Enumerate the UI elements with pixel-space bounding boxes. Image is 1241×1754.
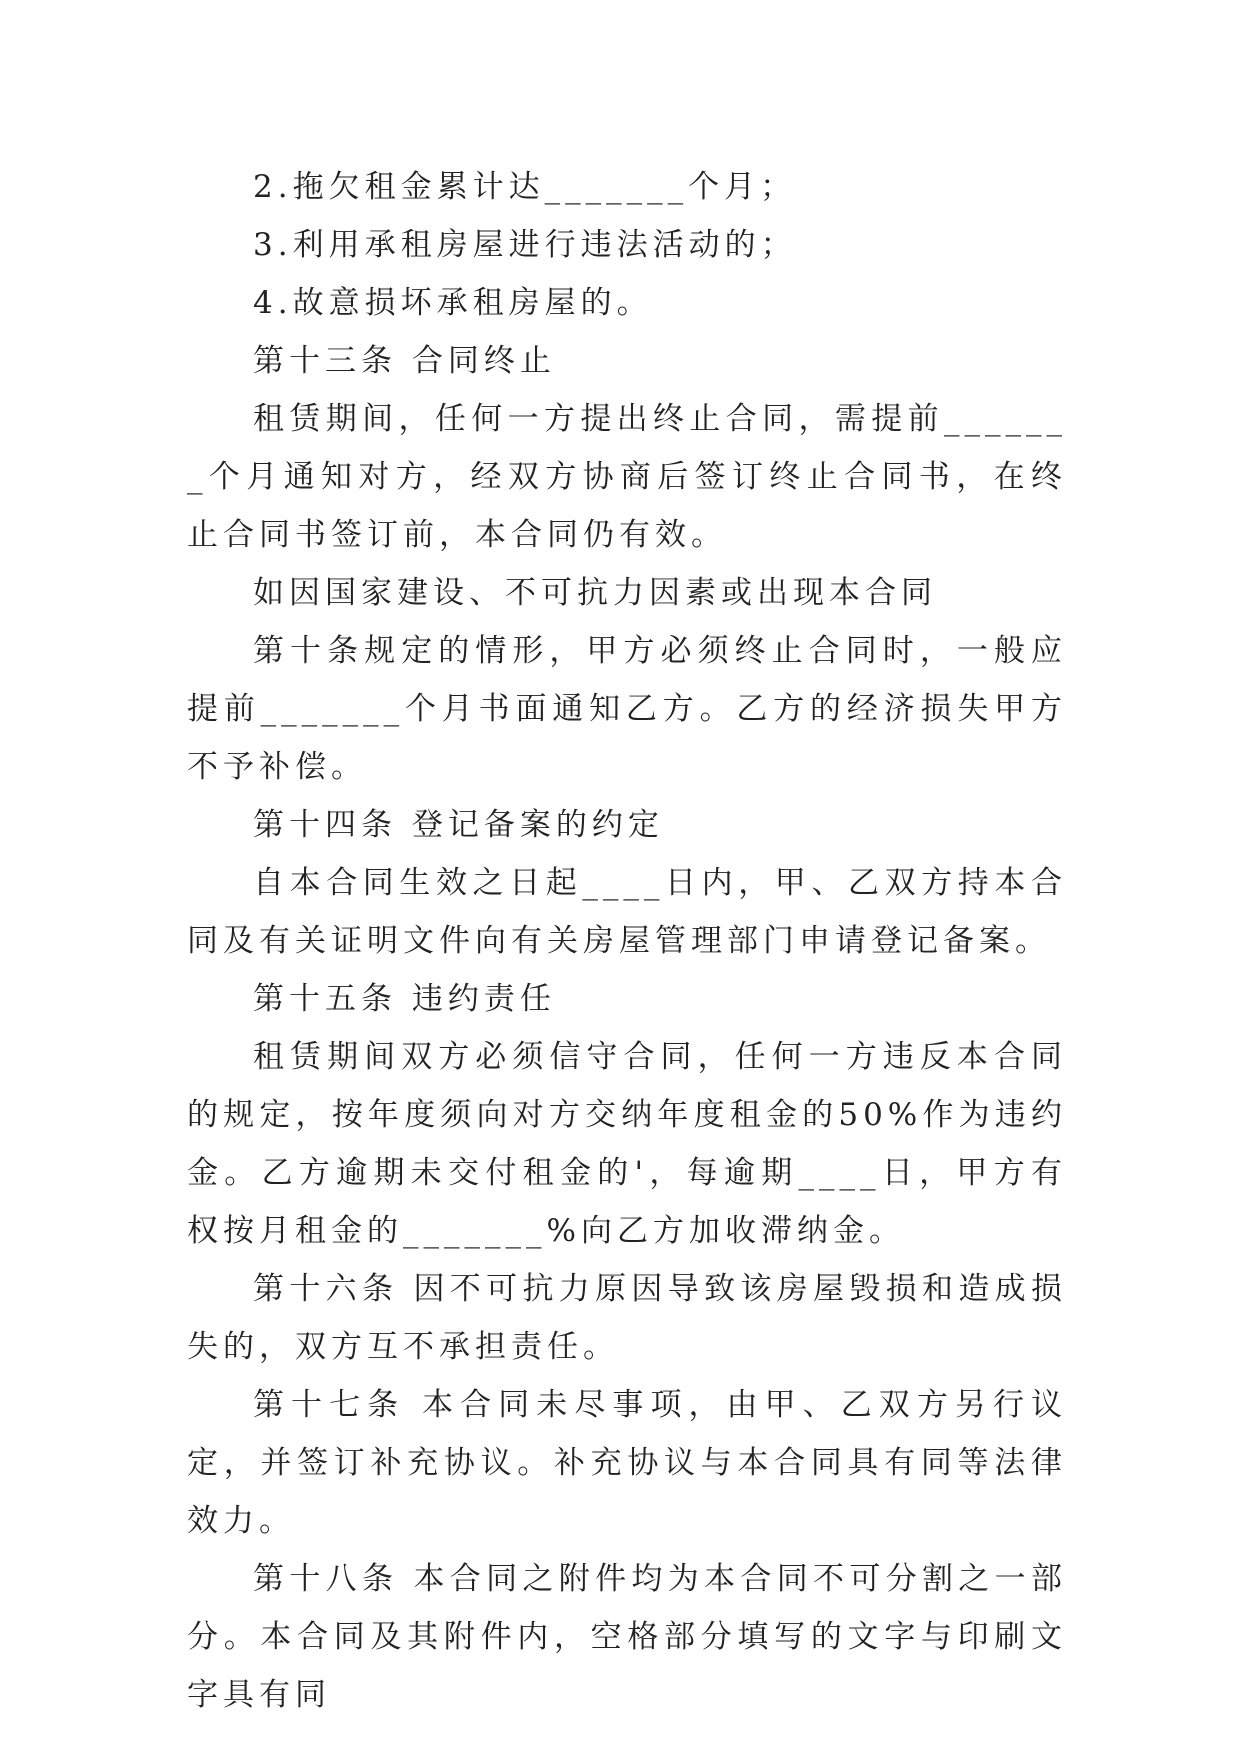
article-15-paragraph: 租赁期间双方必须信守合同，任何一方违反本合同的规定，按年度须向对方交纳年度租金的50%作为违约金。乙方逾期未交付租金的'，每逾期____日，甲方有权按月租金的_______%向乙方加收滞纳金。 <box>187 1039 1067 1249</box>
paragraph-item-3: 3.利用承租房屋进行违法活动的； <box>253 227 797 263</box>
article-14-heading: 第十四条 登记备案的约定 <box>253 807 664 843</box>
article-15-heading: 第十五条 违约责任 <box>253 981 556 1017</box>
article-14-paragraph: 自本合同生效之日起____日内，甲、乙双方持本合同及有关证明文件向有关房屋管理部门申请登记备案。 <box>187 865 1067 959</box>
document-body <box>187 158 1067 1724</box>
article-13-paragraph-1: 租赁期间，任何一方提出终止合同，需提前_______个月通知对方，经双方协商后签订终止合同书，在终止合同书签订前，本合同仍有效。 <box>187 401 1067 553</box>
article-16-paragraph: 第十六条 因不可抗力原因导致该房屋毁损和造成损失的，双方互不承担责任。 <box>187 1271 1067 1365</box>
article-13-paragraph-2: 如因国家建设、不可抗力因素或出现本合同 <box>253 575 937 611</box>
article-13-paragraph-3: 第十条规定的情形，甲方必须终止合同时，一般应提前_______个月书面通知乙方。乙方的经济损失甲方不予补偿。 <box>187 633 1067 785</box>
paragraph-item-4: 4.故意损坏承租房屋的。 <box>253 285 653 321</box>
article-18-paragraph: 第十八条 本合同之附件均为本合同不可分割之一部分。本合同及其附件内，空格部分填写的文字与印刷文字具有同 <box>187 1561 1067 1713</box>
paragraph-item-2: 2.拖欠租金累计达_______个月； <box>253 169 797 205</box>
article-17-paragraph: 第十七条 本合同未尽事项，由甲、乙双方另行议定，并签订补充协议。补充协议与本合同具有同等法律效力。 <box>187 1387 1067 1539</box>
article-13-heading: 第十三条 合同终止 <box>253 343 556 379</box>
